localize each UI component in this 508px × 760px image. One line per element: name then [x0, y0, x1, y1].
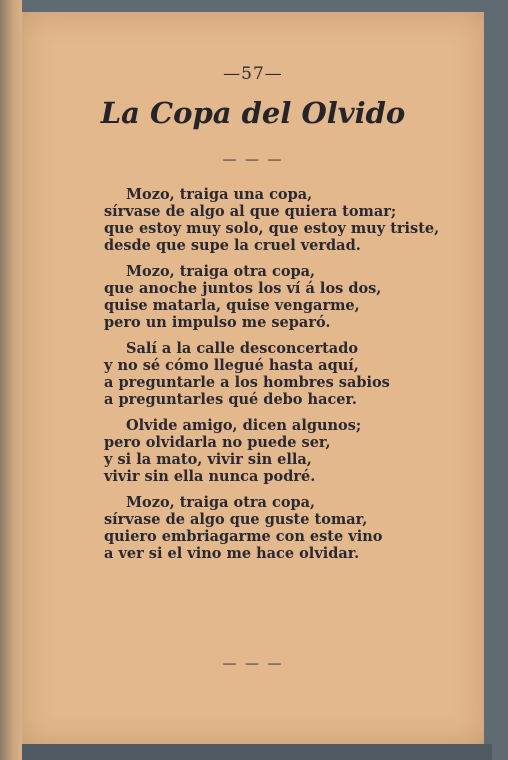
- poem-line: sírvase de algo al que quiera tomar;: [104, 203, 397, 220]
- poem-line: a ver si el vino me hace olvidar.: [104, 545, 360, 562]
- poem-body: [104, 186, 464, 571]
- page-number: —57—: [223, 64, 283, 84]
- stanza: [104, 494, 464, 562]
- poem-line: que anoche juntos los ví á los dos,: [104, 280, 382, 297]
- poem-line: quise matarla, quise vengarme,: [104, 297, 360, 314]
- poem-line: quiero embriagarme con este vino: [104, 528, 383, 545]
- stanza: [104, 340, 464, 408]
- book-page: [22, 12, 484, 744]
- stanza: [104, 417, 464, 485]
- poem-line: Mozo, traiga otra copa,: [126, 263, 316, 280]
- poem-line: a preguntarle a los hombres sabios: [104, 374, 390, 391]
- poem-line: y no sé cómo llegué hasta aquí,: [104, 357, 359, 374]
- poem-line: pero olvidarla no puede ser,: [104, 434, 331, 451]
- book-spine: [0, 0, 22, 760]
- poem-line: Mozo, traiga otra copa,: [126, 494, 316, 511]
- stanza: [104, 263, 464, 331]
- poem-line: desde que supe la cruel verdad.: [104, 237, 361, 254]
- poem-line: sírvase de algo que guste tomar,: [104, 511, 368, 528]
- poem-line: Salí a la calle desconcertado: [126, 340, 359, 357]
- stanza: [104, 186, 464, 254]
- poem-line: pero un impulso me separó.: [104, 314, 331, 331]
- poem-line: y si la mato, vivir sin ella,: [104, 451, 312, 468]
- poem-title: La Copa del Olvido: [100, 96, 406, 130]
- background-edge: [22, 744, 492, 760]
- poem-line: Olvide amigo, dicen algunos;: [126, 417, 362, 434]
- poem-line: vivir sin ella nunca podré.: [104, 468, 316, 485]
- ornament-divider-bottom: — — —: [222, 656, 284, 672]
- ornament-divider-top: — — —: [222, 152, 284, 168]
- poem-line: Mozo, traiga una copa,: [126, 186, 313, 203]
- poem-line: a preguntarles qué debo hacer.: [104, 391, 357, 408]
- poem-line: que estoy muy solo, que estoy muy triste,: [104, 220, 440, 237]
